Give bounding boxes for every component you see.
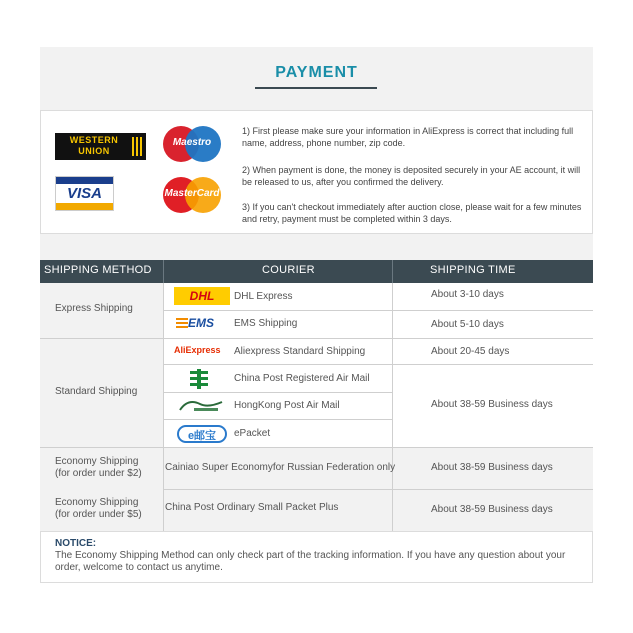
aliexpress-logo-text: AliExpress — [174, 345, 221, 355]
method-standard: Standard Shipping — [55, 386, 138, 397]
epacket-logo — [177, 423, 227, 445]
method-express: Express Shipping — [55, 303, 133, 314]
payment-title: PAYMENT — [275, 64, 358, 81]
western-union-bars — [132, 137, 142, 156]
courier-hongkong-post: HongKong Post Air Mail — [234, 400, 340, 411]
courier-aliexpress: Aliexpress Standard Shipping — [234, 346, 366, 357]
mastercard-logo — [163, 177, 221, 213]
aliexpress-logo — [174, 345, 230, 359]
ems-logo-text: EMS — [188, 316, 215, 330]
courier-cainiao: Cainiao Super Economyfor Russian Federation only — [165, 462, 396, 473]
visa-logo — [55, 176, 114, 211]
header-shipping-time: SHIPPING TIME — [430, 264, 516, 276]
method-economy-2: Economy Shipping (for order under $2) — [55, 456, 142, 479]
time-aliexpress: About 20-45 days — [431, 346, 510, 357]
time-economy-5: About 38-59 Business days — [431, 504, 553, 515]
header-shipping-method: SHIPPING METHOD — [44, 264, 152, 276]
payment-title-underline — [255, 87, 377, 89]
notice-title: NOTICE: — [55, 538, 97, 549]
courier-china-small-packet: China Post Ordinary Small Packet Plus — [165, 502, 339, 513]
hongkong-post-icon — [178, 396, 224, 416]
notice-text: The Economy Shipping Method can only check part of the tracking information. If you have any question about your order, welcome to contact us anytime. — [55, 550, 566, 573]
dhl-logo — [174, 287, 230, 305]
western-union-logo-text: WESTERN UNION — [69, 135, 119, 156]
visa-logo-text: VISA — [66, 185, 102, 202]
courier-epacket: ePacket — [234, 428, 271, 439]
ems-logo — [176, 316, 226, 332]
maestro-logo-text: Maestro — [172, 137, 212, 148]
courier-dhl: DHL Express — [234, 291, 293, 302]
time-ems: About 5-10 days — [431, 319, 504, 330]
time-dhl: About 3-10 days — [431, 289, 504, 300]
dhl-logo-text: DHL — [189, 289, 215, 303]
maestro-logo — [163, 126, 221, 162]
time-standard: About 38-59 Business days — [431, 399, 553, 410]
epacket-logo-text: e邮宝 — [187, 430, 217, 442]
header-courier: COURIER — [262, 264, 315, 276]
time-economy-2: About 38-59 Business days — [431, 462, 553, 473]
payment-step-1: 1) First please make sure your information in AliExpress is correct that including full name, address, phone number, zip code. — [242, 126, 574, 148]
method-economy-5: Economy Shipping (for order under $5) — [55, 497, 142, 520]
courier-china-post: China Post Registered Air Mail — [234, 373, 370, 384]
payment-step-3: 3) If you can't checkout immediately after auction close, please wait for a few minutes and retry, payment must be completed within 3 days. — [242, 202, 582, 224]
payment-step-2: 2) When payment is done, the money is deposited securely in your AE account, it will be released to us, after you confirmed the delivery. — [242, 165, 581, 187]
courier-ems: EMS Shipping — [234, 318, 298, 329]
china-post-icon — [188, 369, 210, 389]
mastercard-logo-text: MasterCard — [164, 188, 220, 199]
western-union-logo — [55, 133, 146, 160]
